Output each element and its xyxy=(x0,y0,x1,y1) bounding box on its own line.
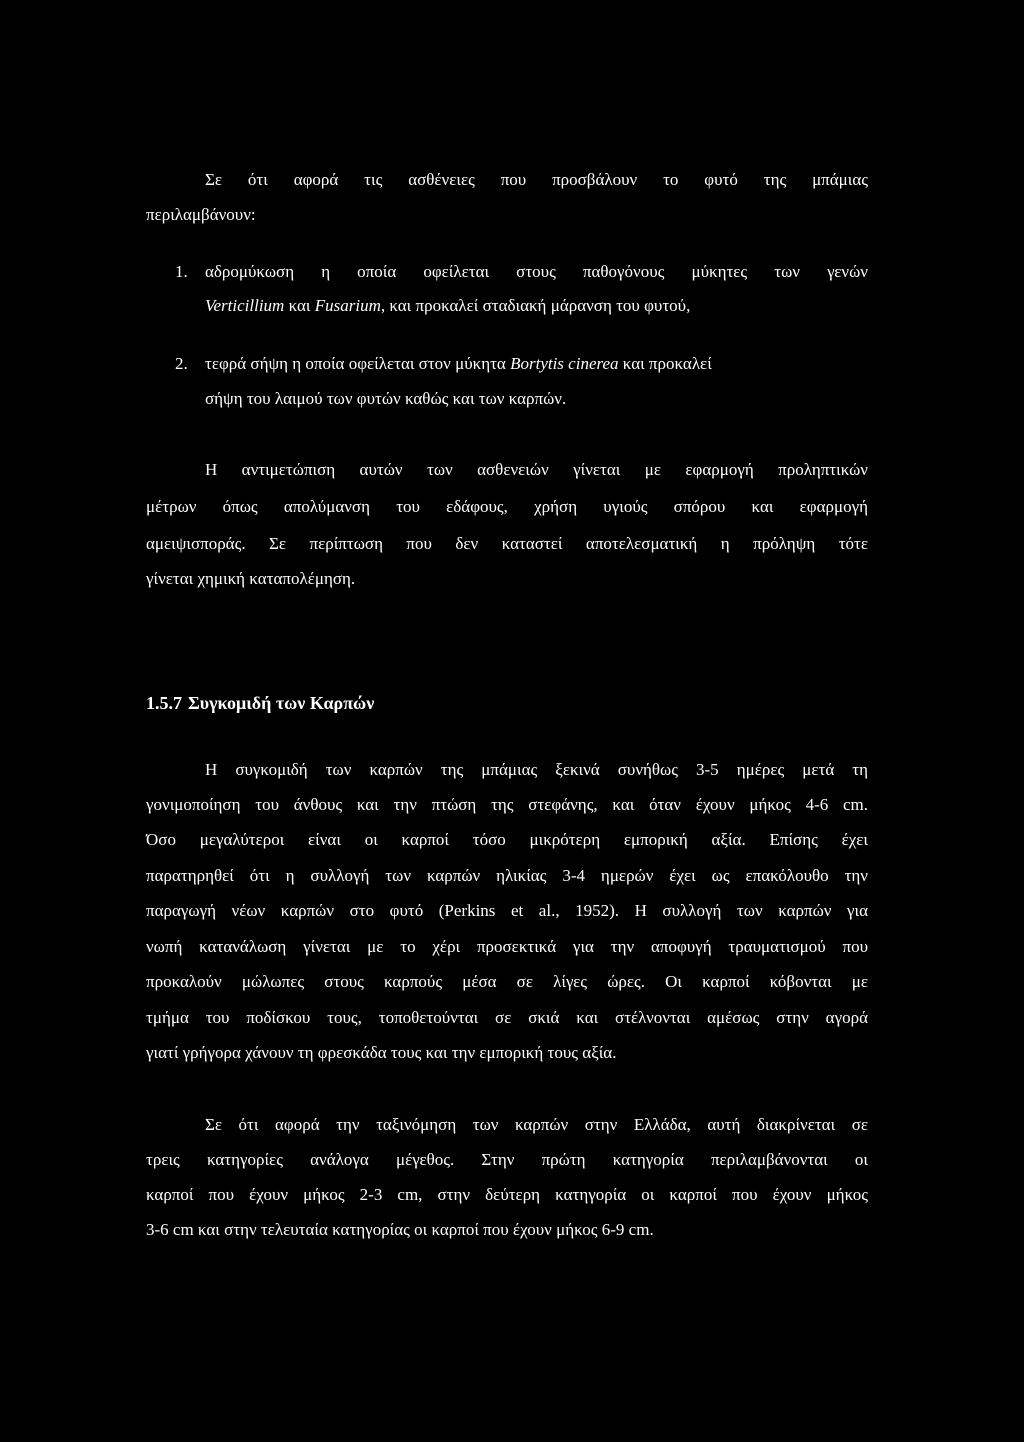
list-item-2-line-1-start: τεφρά σήψη η οποία οφείλεται στον μύκητα xyxy=(205,354,511,373)
section-title: Συγκομιδή των Καρπών xyxy=(188,693,375,713)
harvest-line-6: νωπή κατανάλωση γίνεται με το χέρι προσεκτικά για την αποφυγή τραυματισμού που xyxy=(146,937,868,956)
section-heading xyxy=(146,692,374,714)
list-item-1-line-1: αδρομύκωση η οποία οφείλεται στους παθογόνους μύκητες των γενών xyxy=(205,262,868,281)
section-number: 1.5.7 xyxy=(146,693,182,713)
list-item-2-line-1-end: και προκαλεί xyxy=(618,354,712,373)
classification-line-4: 3-6 cm και στην τελευταία κατηγορίας οι καρποί που έχουν μήκος 6-9 cm. xyxy=(146,1220,654,1239)
treatment-line-1: Η αντιμετώπιση αυτών των ασθενειών γίνεται με εφαρμογή προληπτικών xyxy=(205,460,868,479)
list-item-1-line-2-end: , και προκαλεί σταδιακή μάρανση του φυτού, xyxy=(380,296,691,315)
harvest-line-3: Όσο μεγαλύτεροι είναι οι καρποί τόσο μικρότερη εμπορική αξία. Επίσης έχει xyxy=(146,830,868,849)
treatment-line-4: γίνεται χημική καταπολέμηση. xyxy=(146,569,356,588)
treatment-line-2: μέτρων όπως απολύμανση του εδάφους, χρήση υγιούς σπόρου και εφαρμογή xyxy=(146,497,868,516)
list-item-2-line-1 xyxy=(205,354,868,376)
classification-line-1: Σε ότι αφορά την ταξινόμηση των καρπών στην Ελλάδα, αυτή διακρίνεται σε xyxy=(205,1115,868,1134)
treatment-line-3: αμειψισποράς. Σε περίπτωση που δεν καταστεί αποτελεσματική η πρόληψη τότε xyxy=(146,534,868,553)
disease-intro-line-1: Σε ότι αφορά τις ασθένειες που προσβάλουν το φυτό της μπάμιας xyxy=(205,170,868,189)
classification-line-3: καρποί που έχουν μήκος 2-3 cm, στην δεύτερη κατηγορία οι καρποί που έχουν μήκος xyxy=(146,1185,868,1204)
harvest-line-7: προκαλούν μώλωπες στους καρπούς μέσα σε λίγες ώρες. Οι καρποί κόβονται με xyxy=(146,972,868,991)
harvest-line-2: γονιμοποίηση του άνθους και την πτώση της στεφάνης, και όταν έχουν μήκος 4-6 cm. xyxy=(146,795,868,814)
list-item-number: 1. xyxy=(175,262,188,281)
list-item-number: 2. xyxy=(175,354,188,373)
harvest-line-1: Η συγκομιδή των καρπών της μπάμιας ξεκινά συνήθως 3-5 ημέρες μετά τη xyxy=(205,760,868,779)
disease-intro-line-2: περιλαμβάνουν: xyxy=(146,205,256,224)
list-item-1-connector: και xyxy=(284,296,315,315)
genus-fusarium: Fusarium xyxy=(314,296,381,315)
harvest-line-8: τμήμα του ποδίσκου τους, τοποθετούνται σε σκιά και στέλνονται αμέσως στην αγορά xyxy=(146,1008,868,1027)
classification-line-2: τρεις κατηγορίες ανάλογα μέγεθος. Στην πρώτη κατηγορία περιλαμβάνονται οι xyxy=(146,1150,868,1169)
genus-verticillium: Verticillium xyxy=(205,296,285,315)
harvest-line-5: παραγωγή νέων καρπών στο φυτό (Perkins et al., 1952). Η συλλογή των καρπών για xyxy=(146,901,868,920)
list-item-1-line-2 xyxy=(205,296,868,318)
fungus-name: Bortytis cinerea xyxy=(510,354,619,373)
list-item-2-line-2: σήψη του λαιμού των φυτών καθώς και των καρπών. xyxy=(205,389,567,408)
harvest-line-4: παρατηρηθεί ότι η συλλογή των καρπών ηλικίας 3-4 ημερών έχει ως επακόλουθο την xyxy=(146,866,868,885)
harvest-line-9: γιατί γρήγορα χάνουν τη φρεσκάδα τους και την εμπορική τους αξία. xyxy=(146,1043,617,1062)
